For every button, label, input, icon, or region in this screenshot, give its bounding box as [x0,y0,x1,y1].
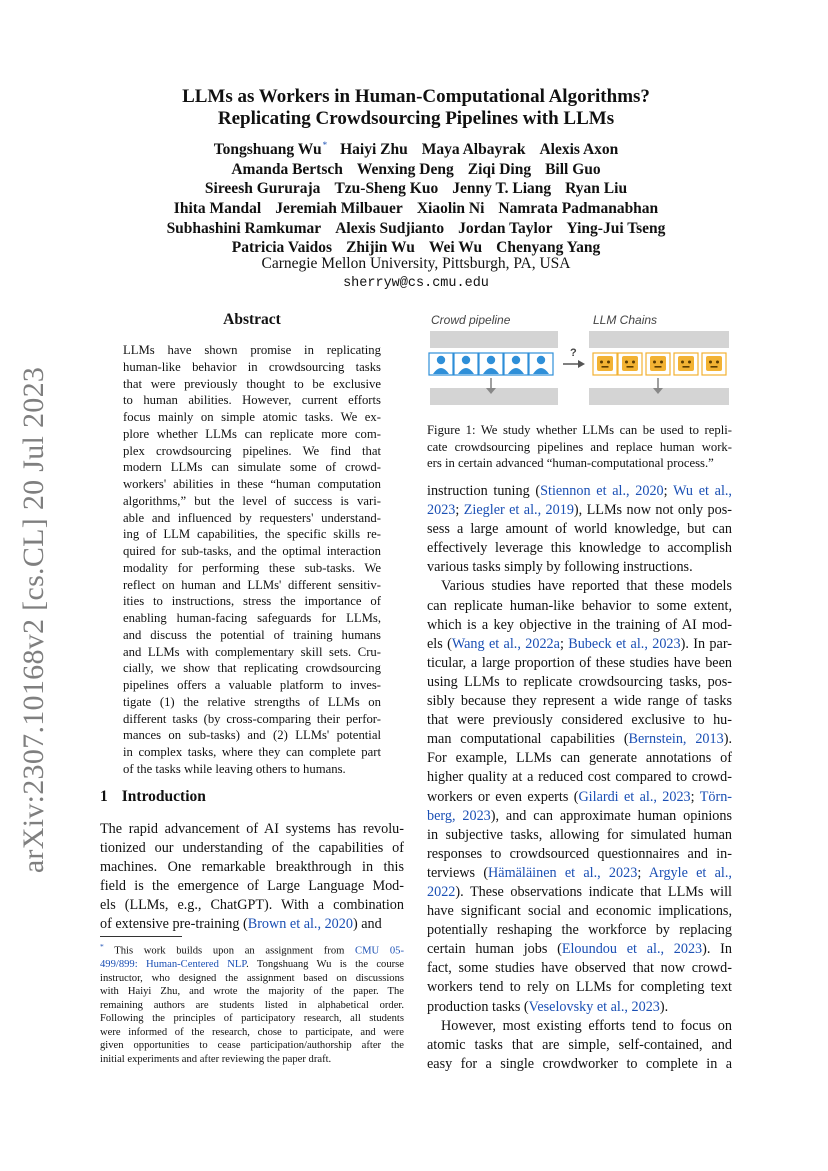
citation-link[interactable]: Ziegler et al., 2019 [463,502,574,519]
author-name: Tongshuang Wu [213,141,322,159]
title-line-2: Replicating Crowdsourcing Pipelines with LLMs [217,108,615,129]
abstract-line: ing of LLM capabilities, the specific skills re- [123,527,381,542]
text-line: have significant social and economic implications, [427,903,732,920]
abstract-line: in complex tasks, where they can complete part [123,745,381,759]
footnote-mark[interactable]: * [322,140,328,150]
crowd-pipeline-label: Crowd pipeline [431,313,511,327]
citation-link[interactable]: Eloundou et al., 2023 [561,941,703,958]
text-line: berg, 2023), and can approximate human opinions [427,807,733,824]
abstract-line: mances on sub-tasks) and (2) LLMs' potential [123,728,381,743]
arxiv-id: arXiv:2307.10168v2 [cs.CL] 20 Jul 2023 [17,366,50,874]
author-row [100,160,732,180]
abstract-line: pipelines offers a valuable platform to inves- [123,678,381,692]
citation-link[interactable]: Hämäläinen et al., 2023 [488,864,638,881]
abstract-line: quired for sub-tasks, and the optimal interaction [123,544,381,558]
author-row [100,136,732,160]
author-name: Subhashini Ramkumar [166,219,322,237]
text-line: given opportunities to cease participation/authorship after the [100,1040,404,1052]
text-line: 2023; Ziegler et al., 2019), LLMs now not only pos- [427,502,732,519]
text-line: machines. One remarkable breakthrough in this [100,859,404,876]
text-line: fact, some studies have observed that now crowd- [427,960,732,977]
text-line: field is the emergence of Large Language Mod- [100,878,404,895]
citation-link[interactable]: Gilardi et al., 2023 [578,788,691,805]
text-line: instruction tuning (Stiennon et al., 2020; Wu et al., [427,483,732,499]
author-name: Wenxing Deng [356,160,454,178]
question-mark: ? [570,347,577,359]
author-name: Zhijin Wu [346,239,415,257]
author-name: Namrata Padmanabhan [498,199,659,217]
citation-link[interactable]: Stiennon et al., 2020 [540,483,664,499]
text-line: atomic tasks that are simple, self-contained, and [427,1036,732,1053]
author-name: Maya Albayrak [421,141,526,159]
author-row [100,219,732,239]
section-number: 1 [100,788,108,805]
text-line: ticular, a large proportion of these studies have been [427,654,732,671]
crowd-top-bar [430,331,558,348]
text-line: potentially reshaping the workforce by replacing [427,922,732,939]
author-name: Alexis Axon [539,141,619,159]
intro-paragraph [100,820,404,935]
text-line: were informed of the research, chose to participate, and were [100,1026,404,1038]
abstract-line: focus mainly on simple atomic tasks. We ex- [123,410,381,424]
author-name: Alexis Sudjianto [335,219,445,237]
text-line: which is a key objective in the training of AI mod- [427,616,732,633]
text-line: in subjective tasks, allowing for simulated human [427,826,732,843]
crowdworker-icon [529,353,553,375]
citation-link[interactable]: 2022 [427,883,456,900]
author-name: Wei Wu [428,239,483,257]
author-name: Xiaolin Ni [416,199,485,217]
author-name: Bill Guo [545,160,601,178]
abstract-line: human-like behavior in crowdsourcing tasks [123,359,381,374]
abstract-line: workers' abilities in these “human computation [123,477,381,491]
text-line: Following the principles of participatory research, all students [100,1013,404,1025]
text-line: However, most existing efforts tend to focus on [441,1017,732,1034]
abstract-body [123,342,381,778]
llm-robot-icon [702,353,726,375]
footnote-rule [100,936,182,937]
citation-link[interactable]: Bernstein, 2013 [628,731,724,748]
text-line: terviews (Hämäläinen et al., 2023; Argyle et al., [427,864,732,881]
citation-link[interactable]: Törn- [699,788,733,805]
abstract-line: modality for performing these sub-tasks. We [123,560,381,575]
abstract-line: different tasks (by cross-comparing their perfor- [123,711,381,726]
section-title: Introduction [121,788,206,805]
abstract-line: and discuss the potential of training humans [123,627,381,642]
llm-robot-icon [593,353,617,375]
right-column-text [427,482,732,1074]
citation-link[interactable]: Argyle et al., [648,864,732,881]
text-line: sess a large amount of world knowledge, but can [427,521,732,538]
caption-line: Figure 1: We study whether LLMs can be used to repli- [427,423,732,437]
text-line: sibly because they represent a wide range of tasks [427,693,732,710]
citation-link[interactable]: Bubeck et al., 2023 [568,635,681,652]
author-name: Amanda Bertsch [231,160,343,178]
abstract-line: LLMs have shown promise in replicating [123,343,381,357]
figure-1-caption [427,422,732,472]
crowdworker-icon [504,353,528,375]
citation-link[interactable]: berg, 2023 [427,807,491,824]
abstract-line: enabling human-facing safeguards for LLMs, [123,611,381,625]
author-name: Patricia Vaidos [231,239,333,257]
llm-robot-icon [646,353,670,375]
caption-line: cate crowdsourcing pipelines and replace human work- [427,439,732,454]
abstract-line: reflect on human and LLMs' different sensitiv- [123,577,381,592]
crowdworker-icon [429,353,453,375]
text-line: For example, LLMs can generate annotations of [427,750,732,767]
affiliation: Carnegie Mellon University, Pittsburgh, PA, USA [261,255,571,272]
text-line: instructor, who designed the assignment based on discussions [100,972,404,984]
llm-robot-icon [674,353,698,375]
abstract-line: plex crowdsourcing pipelines. We find that [123,443,381,458]
course-link[interactable]: 499/899: Human-Centered NLP [100,959,247,971]
abstract-heading: Abstract [223,311,281,328]
footnote [100,940,404,1066]
abstract-line: modern LLMs can simulate some of crowd- [123,460,381,475]
text-line: that were previously considered exclusive to hu- [427,712,732,729]
text-line: workers tend to rely on LLMs for completing text [427,979,732,996]
text-line: The rapid advancement of AI systems has revolu- [100,821,404,837]
crowdworker-icon [454,353,478,375]
paper-title [100,86,732,130]
text-line: various tasks simply by following instructions. [427,559,693,576]
crowd-bottom-bar [430,388,558,405]
text-line: man computational capabilities (Bernstein, 2013). [427,731,732,748]
author-row [100,199,732,219]
caption-line: ers in certain advanced “human-computational process.” [427,456,714,471]
citation-link[interactable]: Wu et al., [673,483,732,499]
citation-link[interactable]: 2023 [427,502,456,519]
figure-1-diagram [427,310,732,410]
llm-chains-label: LLM Chains [593,313,658,327]
author-name: Jeremiah Milbauer [275,199,403,217]
abstract-line: plore whether LLMs can replicate more com- [123,426,381,441]
right-arrow-icon [563,360,585,368]
llm-top-bar [589,331,729,348]
author-name: Ihita Mandal [173,199,262,217]
text-line: Various studies have reported that these models [441,578,732,595]
author-row [100,179,732,199]
author-name: Chenyang Yang [496,239,601,257]
author-name: Sireesh Gururaja [204,180,321,198]
author-name: Ryan Liu [565,180,628,198]
text-line: els (LLMs, e.g., ChatGPT). With a combination [100,897,404,914]
text-line: workers or even experts (Gilardi et al., 2023; Törn- [427,788,733,805]
llm-robot-icon [618,353,642,375]
citation-link[interactable]: Brown et al., 2020 [247,916,353,933]
abstract-line: cially, we show that replicating crowdsourcing [123,661,381,676]
author-name: Tzu-Sheng Kuo [334,180,439,198]
text-line: 499/899: Human-Centered NLP. Tongshuang Wu is the course [100,959,404,971]
text-line: responses to crowdsourced questionnaires and in- [427,845,732,862]
author-name: Ying-Jui Tseng [566,219,666,237]
text-line: easy for a single crowdworker to complete in a [427,1055,732,1072]
citation-link[interactable]: Wang et al., 2022a [451,635,560,652]
abstract-line: tigate (1) the relative strengths of LLMs on [123,694,381,709]
text-line: of extensive pre-training (Brown et al., 2020) and [100,916,382,933]
abstract-line: ities to instructions, stress the importance of [123,594,381,609]
contact-email[interactable]: sherryw@cs.cmu.edu [343,276,489,291]
text-line: certain human jobs (Eloundou et al., 2023). In [427,941,732,958]
text-line: higher quality at a reduced cost compared to crowd- [427,769,732,786]
text-line: els (Wang et al., 2022a; Bubeck et al., 2023). In par- [427,635,732,652]
arxiv-stamp [4,366,64,874]
citation-link[interactable]: Veselovsky et al., 2023 [528,998,660,1015]
text-line: production tasks (Veselovsky et al., 2023). [427,998,669,1015]
abstract-line: algorithms,” but the level of success is vari- [123,493,381,508]
text-line: with Haiyi Zhu, and wrote the majority of the paper. The [100,986,404,998]
abstract-line: of the tasks while leaving others to humans. [123,761,346,776]
text-line: tionized our understanding of the capabilities of [100,840,404,857]
section-heading [100,788,206,806]
text-line: remaining authors are students listed in alphabetical order. [100,999,404,1011]
course-link[interactable]: CMU 05- [355,945,404,957]
text-line: 2022). These observations indicate that LLMs will [427,883,732,900]
author-name: Jordan Taylor [458,219,553,237]
text-line: * This work builds upon an assignment from CMU 05- [100,942,404,957]
author-name: Ziqi Ding [467,160,532,178]
crowdworker-icon [479,353,503,375]
text-line: initial experiments and after reviewing the paper draft. [100,1053,332,1065]
abstract-line: able and influenced by requesters' understand- [123,510,381,525]
text-line: can replicate human-like behavior to some extent, [427,597,732,614]
title-line-1: LLMs as Workers in Human-Computational Algorithms? [182,86,650,107]
abstract-line: to human abilities. However, current efforts [123,393,381,408]
author-list [100,136,732,258]
abstract-line: and LLMs with complementary skill sets. Cru- [123,644,381,659]
author-name: Jenny T. Liang [452,180,552,198]
abstract-line: that were previously thought to be exclusive [123,376,381,391]
text-line: effectively leverage this knowledge to accomplish [427,540,732,557]
author-name: Haiyi Zhu [340,141,408,159]
text-line: using LLMs to replicate crowdsourcing tasks, pos- [427,673,732,690]
